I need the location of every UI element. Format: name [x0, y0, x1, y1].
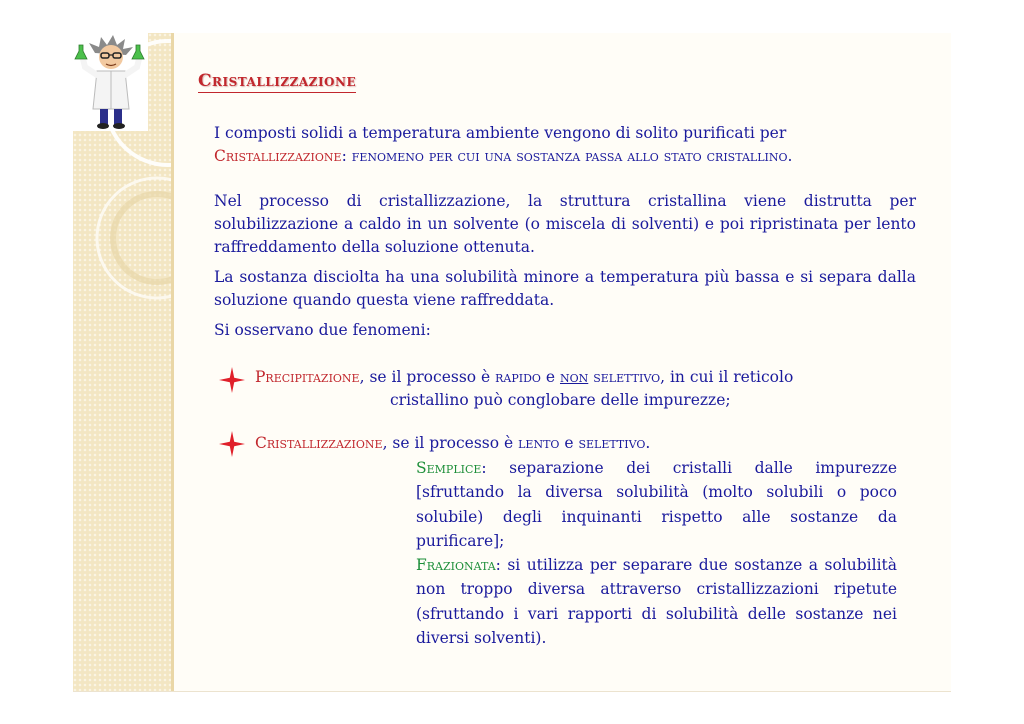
term-cristallizzazione-bullet: Cristallizzazione — [255, 434, 383, 452]
term-precipitazione: Precipitazione — [255, 368, 360, 386]
intro-text: I composti solidi a temperatura ambiente vengono di solito purificati per — [214, 124, 787, 142]
decorative-rings — [73, 33, 171, 691]
bullet1-text-a: , se il processo è — [359, 368, 496, 386]
keyword-lento: lento — [518, 434, 560, 452]
semplice-paragraph — [416, 456, 897, 553]
bullet-precipitazione — [255, 366, 897, 412]
bullet-cristallizzazione — [255, 432, 897, 455]
bullet1-text-b: e — [540, 368, 560, 386]
slide-title: Cristallizzazione — [198, 71, 357, 91]
semplice-text: : separazione dei cristalli dalle impurezze [sfruttando la diversa solubilità (molto solubili o poco solubile) degli inquinanti rispetto alle sostanze da purificare]; — [416, 459, 897, 550]
intro-paragraph — [214, 122, 916, 168]
frazionata-text: : si utilizza per separare due sostanze a solubilità non troppo diversa attraverso cristallizzazioni ripetute (sfruttando i vari rapporti di solubilità delle sostanze nei diversi solventi). — [416, 556, 897, 647]
process-paragraph: Nel processo di cristallizzazione, la struttura cristallina viene distrutta per solubilizzazione a caldo in un solvente (o miscela di solventi) e poi ripristinata per lento raffreddamento della soluzione ottenuta. — [214, 192, 916, 256]
decorative-sidebar — [73, 33, 174, 691]
term-semplice: Semplice — [416, 459, 482, 477]
keyword-non: non — [559, 368, 589, 386]
four-point-star-icon — [218, 366, 246, 394]
keyword-selettivo-2: selettivo — [578, 434, 646, 452]
bullet2-text-a: , se il processo è — [382, 434, 519, 452]
bullet1-text-c: , in cui il reticolo — [660, 368, 794, 386]
solubility-paragraph: La sostanza disciolta ha una solubilità minore a temperatura più bassa e si separa dalla soluzione quando questa viene raffreddata. — [214, 268, 916, 309]
bullet2-text-c: . — [645, 434, 651, 452]
phenomena-intro: Si osservano due fenomeni: — [214, 321, 431, 339]
four-point-star-icon — [218, 430, 246, 458]
keyword-rapido: rapido — [495, 368, 541, 386]
frazionata-paragraph — [416, 553, 897, 650]
term-frazionata: Frazionata — [416, 556, 496, 574]
slide — [73, 33, 951, 692]
scientist-icon — [73, 33, 148, 131]
bullet1-line2: cristallino può conglobare delle impurezze; — [390, 391, 731, 409]
definition-text: : fenomeno per cui una sostanza passa allo stato cristallino. — [341, 147, 793, 165]
bullet2-text-b: e — [559, 434, 579, 452]
term-cristallizzazione: Cristallizzazione — [214, 147, 342, 165]
keyword-selettivo: selettivo — [588, 368, 661, 386]
